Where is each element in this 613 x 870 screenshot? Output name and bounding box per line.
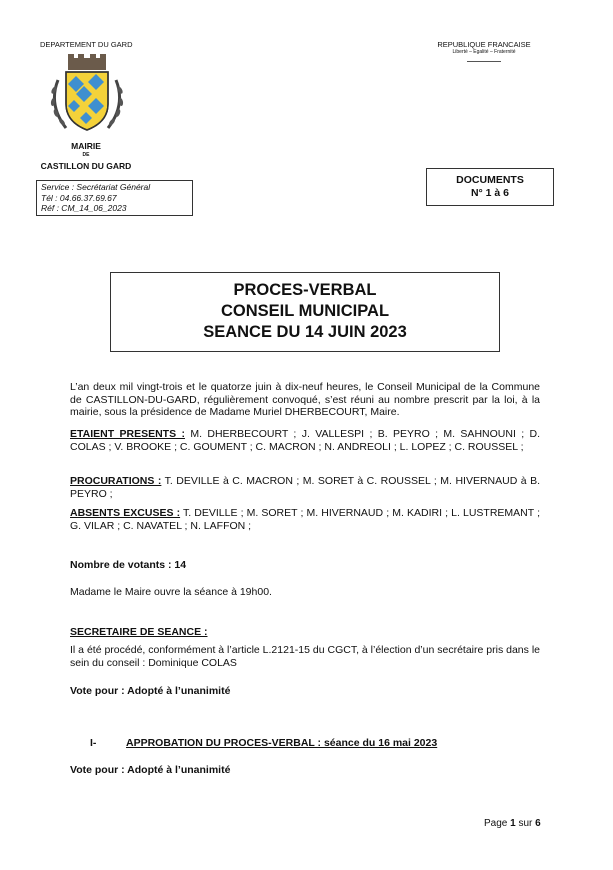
- votants-count: Nombre de votants : 14: [70, 559, 187, 571]
- title-line-2: CONSEIL MUNICIPAL: [220, 302, 390, 320]
- absents-paragraph: [70, 507, 540, 532]
- page-word: Page: [484, 818, 508, 829]
- title-line-3: SEANCE DU 14 JUIN 2023: [203, 323, 407, 341]
- coat-of-arms-logo: [44, 50, 130, 136]
- secretary-vote: Vote pour : Adopté à l’unanimité: [70, 685, 231, 697]
- section-number: I-: [90, 737, 97, 749]
- service-line: Service : Secrétariat Général: [41, 182, 151, 192]
- republic-label: REPUBLIQUE FRANCAISE: [437, 40, 531, 49]
- intro-paragraph: L’an deux mil vingt-trois et le quatorze juin à dix-neuf heures, le Conseil Municipal de la Commune de CASTILLON-DU-GARD, régulièrement convoqué, s’est réuni au nombre prescrit par la loi, à la mairie, sous la présidence de Madame Muriel DHERBECOURT, Maire.: [70, 381, 540, 418]
- header-divider: [467, 61, 501, 62]
- tel-line: Tél : 04.66.37.69.67: [41, 192, 117, 203]
- absents-names: T. DEVILLE ; M. SORET ; M. HIVERNAUD ; M. KADIRI ; L. LUSTREMANT ; G. VILAR ; C. NAVATEL ; N. LAFFON ;: [70, 507, 541, 532]
- procurations-label: PROCURATIONS :: [70, 475, 162, 487]
- service-info-box: [36, 180, 193, 216]
- page-indicator: [484, 818, 541, 829]
- procurations-paragraph: [70, 475, 540, 500]
- present-names: M. DHERBECOURT ; J. VALLESPI ; B. PEYRO ; M. SAHNOUNI ; D. COLAS ; V. BROOKE ; C. GOUMENT ; C. MACRON ; N. ANDREOLI ; L. LOPEZ ; C. ROUSSEL ;: [70, 428, 540, 453]
- opening-line: Madame le Maire ouvre la séance à 19h00.: [70, 586, 272, 598]
- page-total: 6: [535, 818, 541, 829]
- absents-label: ABSENTS EXCUSES :: [70, 507, 181, 519]
- title-line-1: PROCES-VERBAL: [233, 281, 377, 299]
- section-title: APPROBATION DU PROCES-VERBAL : séance du 16 mai 2023: [126, 737, 438, 749]
- present-paragraph: [70, 428, 540, 453]
- section-vote: Vote pour : Adopté à l’unanimité: [70, 764, 231, 776]
- page-of: sur: [518, 818, 533, 829]
- title-box: [110, 272, 500, 352]
- ref-line: Réf : CM_14_06_2023: [41, 203, 127, 213]
- commune-label: CASTILLON DU GARD: [40, 161, 132, 171]
- documents-range: N° 1 à 6: [470, 187, 510, 199]
- motto-label: Liberté – Egalité – Fraternité: [452, 49, 516, 55]
- secretary-text: Il a été procédé, conformément à l’article L.2121-15 du CGCT, à l’élection d’un secrétaire pris dans le sein du conseil : Dominique COLAS: [70, 644, 540, 669]
- secretary-heading: SECRETAIRE DE SEANCE :: [70, 626, 208, 638]
- documents-title: DOCUMENTS: [456, 174, 524, 186]
- present-label: ETAIENT PRESENTS :: [70, 428, 185, 440]
- procurations-names: T. DEVILLE à C. MACRON ; M. SORET à C. ROUSSEL ; M. HIVERNAUD à B. PEYRO ;: [70, 475, 540, 500]
- de-label: DE: [82, 152, 90, 158]
- documents-box: [426, 168, 554, 206]
- mairie-label: MAIRIE: [71, 141, 101, 151]
- page-current: 1: [510, 818, 516, 829]
- department-label: DEPARTEMENT DU GARD: [40, 40, 133, 49]
